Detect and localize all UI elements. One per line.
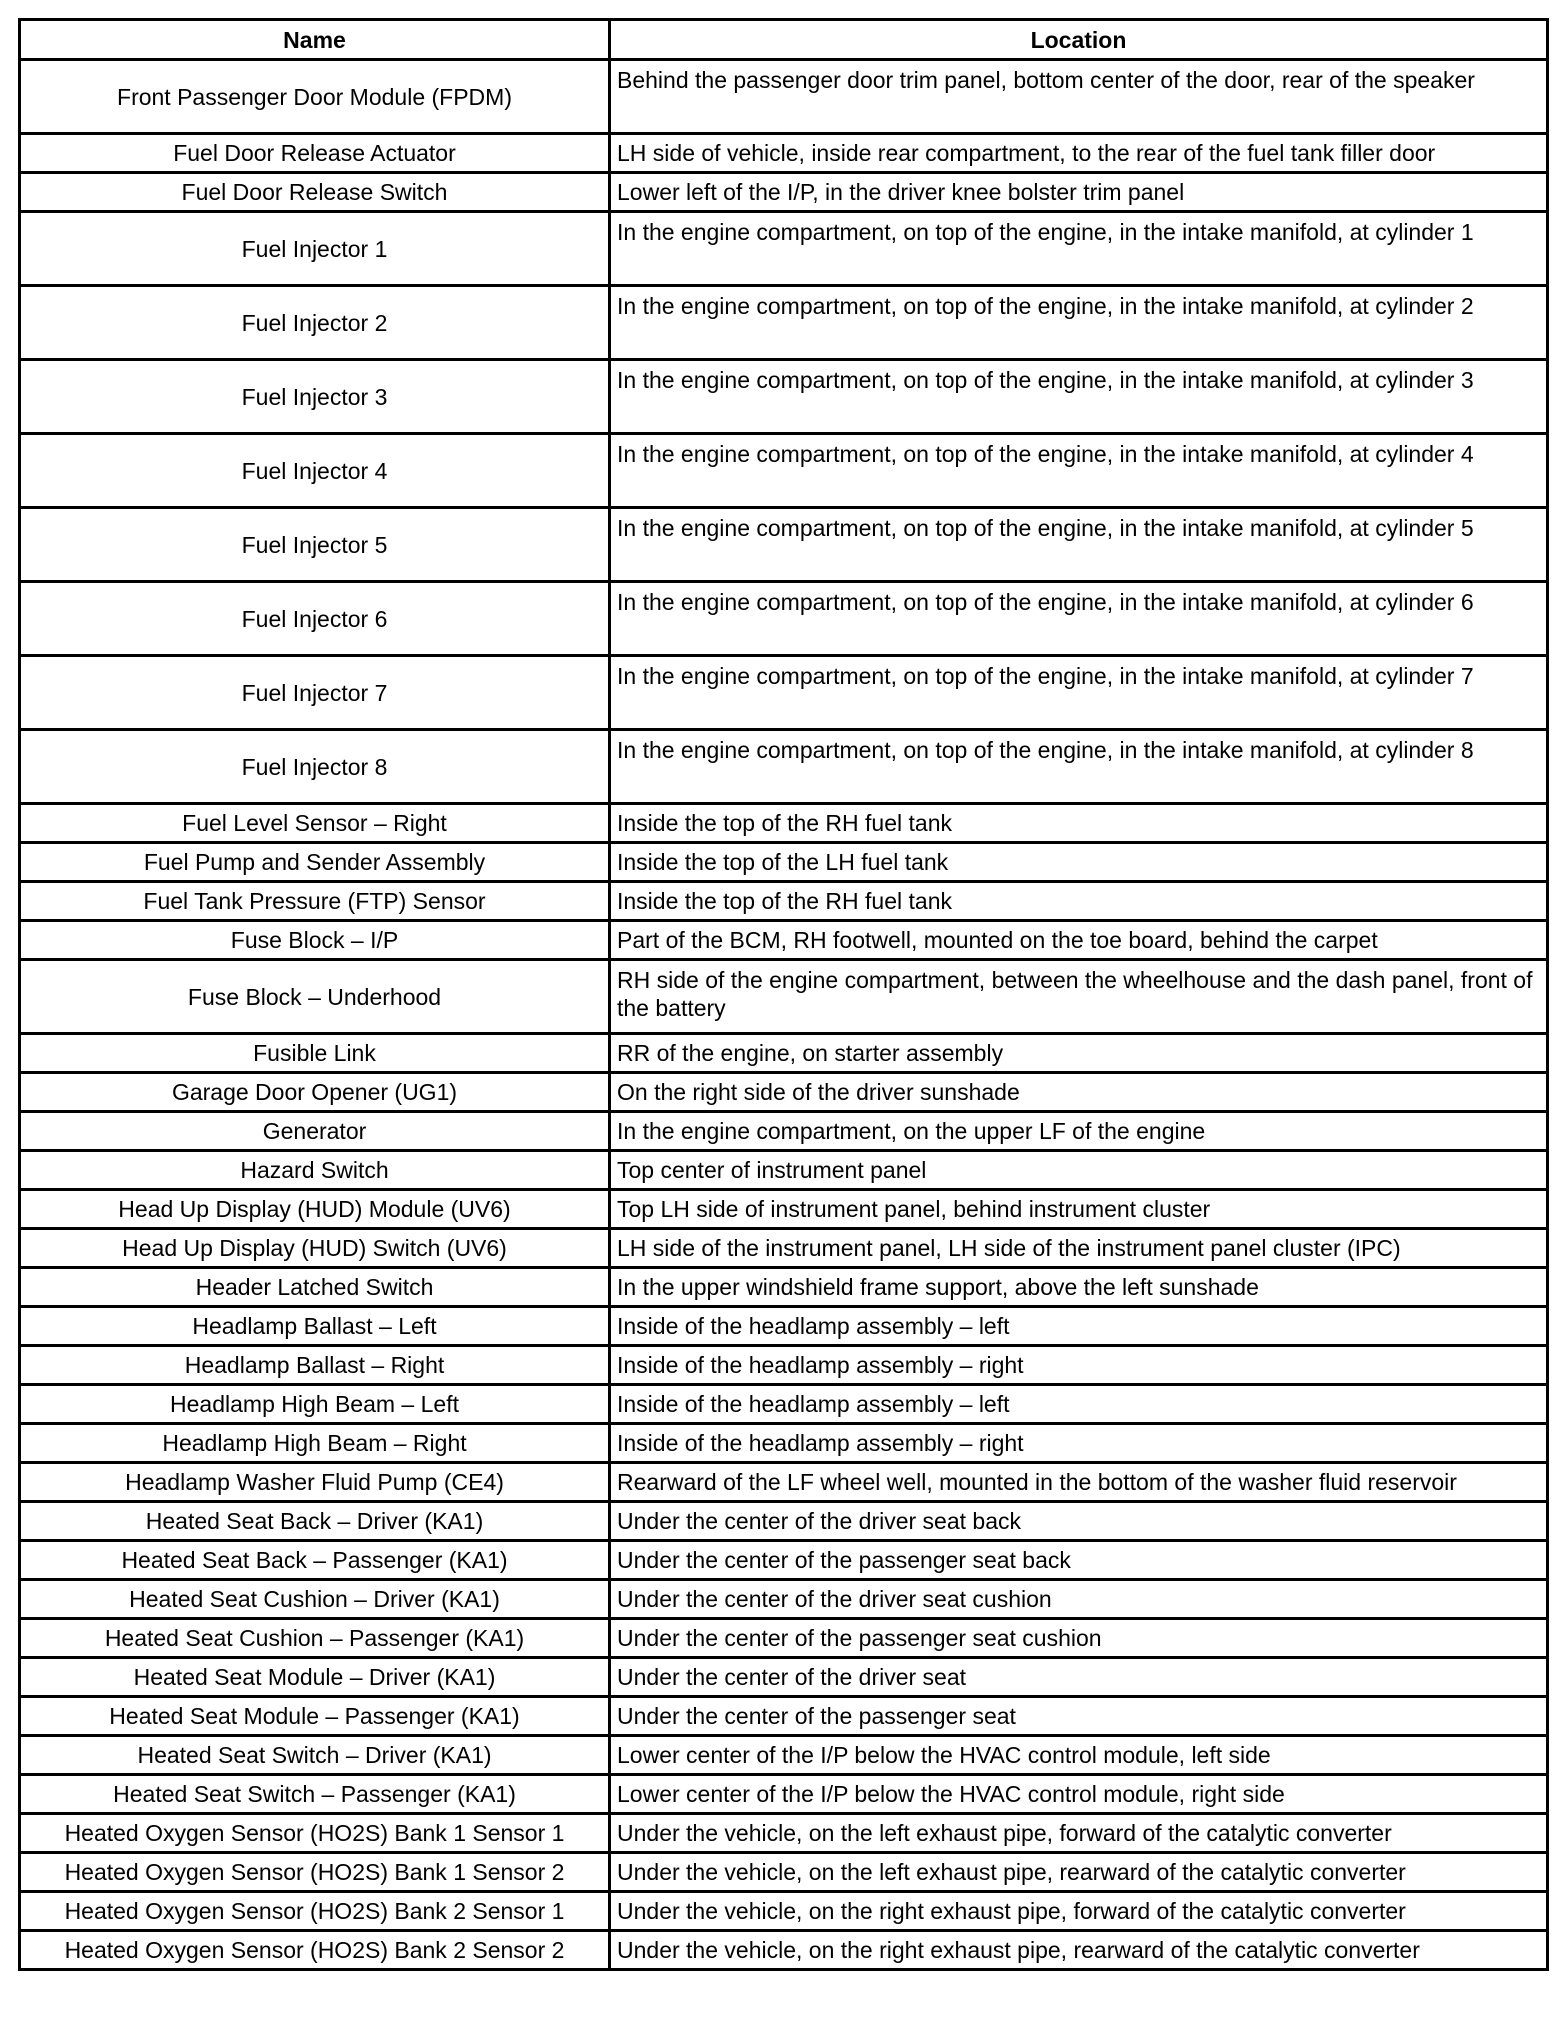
- table-row: [20, 1892, 1548, 1931]
- component-location-cell: In the engine compartment, on top of the engine, in the intake manifold, at cylinder 4: [610, 434, 1548, 508]
- table-row: [20, 508, 1548, 582]
- table-row: [20, 1073, 1548, 1112]
- location-column-header: Location: [610, 20, 1548, 60]
- component-location-cell: Inside of the headlamp assembly – left: [610, 1385, 1548, 1424]
- table-row: [20, 212, 1548, 286]
- table-row: [20, 1697, 1548, 1736]
- component-location-cell: Under the center of the driver seat: [610, 1658, 1548, 1697]
- component-name-cell: Heated Seat Cushion – Driver (KA1): [20, 1580, 610, 1619]
- table-row: [20, 360, 1548, 434]
- table-row: [20, 960, 1548, 1034]
- component-name-cell: Fuel Pump and Sender Assembly: [20, 843, 610, 882]
- component-name-cell: Hazard Switch: [20, 1151, 610, 1190]
- component-location-cell: Inside of the headlamp assembly – right: [610, 1346, 1548, 1385]
- component-location-cell: Under the center of the passenger seat cushion: [610, 1619, 1548, 1658]
- component-name-cell: Fuse Block – Underhood: [20, 960, 610, 1034]
- table-row: [20, 1541, 1548, 1580]
- component-location-cell: In the engine compartment, on top of the engine, in the intake manifold, at cylinder 8: [610, 730, 1548, 804]
- component-name-cell: Heated Seat Module – Passenger (KA1): [20, 1697, 610, 1736]
- component-location-cell: Under the center of the driver seat cushion: [610, 1580, 1548, 1619]
- component-name-cell: Fuel Injector 5: [20, 508, 610, 582]
- table-row: [20, 1502, 1548, 1541]
- component-location-cell: In the engine compartment, on the upper LF of the engine: [610, 1112, 1548, 1151]
- table-header-row: [20, 20, 1548, 60]
- table-row: [20, 434, 1548, 508]
- component-location-cell: Under the center of the passenger seat back: [610, 1541, 1548, 1580]
- component-name-cell: Heated Seat Back – Driver (KA1): [20, 1502, 610, 1541]
- component-location-cell: Top LH side of instrument panel, behind instrument cluster: [610, 1190, 1548, 1229]
- component-location-cell: Under the vehicle, on the right exhaust pipe, rearward of the catalytic converter: [610, 1931, 1548, 1970]
- table-row: [20, 1658, 1548, 1697]
- component-name-cell: Heated Oxygen Sensor (HO2S) Bank 1 Sensor 2: [20, 1853, 610, 1892]
- component-location-cell: Lower center of the I/P below the HVAC control module, right side: [610, 1775, 1548, 1814]
- table-row: [20, 1151, 1548, 1190]
- table-row: [20, 730, 1548, 804]
- table-row: [20, 843, 1548, 882]
- component-location-cell: Top center of instrument panel: [610, 1151, 1548, 1190]
- component-name-cell: Fuel Door Release Switch: [20, 173, 610, 212]
- component-location-cell: LH side of vehicle, inside rear compartment, to the rear of the fuel tank filler door: [610, 134, 1548, 173]
- table-row: [20, 582, 1548, 656]
- component-location-cell: Under the vehicle, on the left exhaust pipe, forward of the catalytic converter: [610, 1814, 1548, 1853]
- component-name-cell: Headlamp Washer Fluid Pump (CE4): [20, 1463, 610, 1502]
- table-row: [20, 656, 1548, 730]
- table-row: [20, 1229, 1548, 1268]
- component-name-cell: Fuel Injector 1: [20, 212, 610, 286]
- table-row: [20, 1385, 1548, 1424]
- component-location-cell: In the engine compartment, on top of the engine, in the intake manifold, at cylinder 3: [610, 360, 1548, 434]
- component-name-cell: Header Latched Switch: [20, 1268, 610, 1307]
- component-name-cell: Fuel Injector 6: [20, 582, 610, 656]
- component-name-cell: Fuel Injector 4: [20, 434, 610, 508]
- table-row: [20, 1853, 1548, 1892]
- component-location-cell: In the engine compartment, on top of the engine, in the intake manifold, at cylinder 5: [610, 508, 1548, 582]
- component-location-cell: In the upper windshield frame support, above the left sunshade: [610, 1268, 1548, 1307]
- component-location-cell: Under the center of the passenger seat: [610, 1697, 1548, 1736]
- table-row: [20, 1580, 1548, 1619]
- component-name-cell: Heated Oxygen Sensor (HO2S) Bank 1 Sensor 1: [20, 1814, 610, 1853]
- table-row: [20, 286, 1548, 360]
- table-row: [20, 1424, 1548, 1463]
- component-location-cell: In the engine compartment, on top of the engine, in the intake manifold, at cylinder 2: [610, 286, 1548, 360]
- component-location-cell: Inside the top of the RH fuel tank: [610, 882, 1548, 921]
- component-location-cell: Lower center of the I/P below the HVAC control module, left side: [610, 1736, 1548, 1775]
- table-row: [20, 1346, 1548, 1385]
- component-name-cell: Heated Seat Switch – Passenger (KA1): [20, 1775, 610, 1814]
- component-name-cell: Fuel Injector 7: [20, 656, 610, 730]
- table-row: [20, 1112, 1548, 1151]
- table-row: [20, 1307, 1548, 1346]
- name-column-header: Name: [20, 20, 610, 60]
- component-name-cell: Fuel Injector 3: [20, 360, 610, 434]
- table-row: [20, 1814, 1548, 1853]
- component-location-cell: Under the vehicle, on the left exhaust pipe, rearward of the catalytic converter: [610, 1853, 1548, 1892]
- component-location-cell: On the right side of the driver sunshade: [610, 1073, 1548, 1112]
- table-row: [20, 804, 1548, 843]
- component-name-cell: Headlamp Ballast – Left: [20, 1307, 610, 1346]
- table-row: [20, 60, 1548, 134]
- component-name-cell: Fuel Level Sensor – Right: [20, 804, 610, 843]
- table-row: [20, 1736, 1548, 1775]
- table-row: [20, 1268, 1548, 1307]
- component-location-cell: Rearward of the LF wheel well, mounted in the bottom of the washer fluid reservoir: [610, 1463, 1548, 1502]
- component-location-cell: Inside of the headlamp assembly – right: [610, 1424, 1548, 1463]
- component-name-cell: Head Up Display (HUD) Module (UV6): [20, 1190, 610, 1229]
- component-name-cell: Fuel Tank Pressure (FTP) Sensor: [20, 882, 610, 921]
- component-location-cell: Under the vehicle, on the right exhaust pipe, forward of the catalytic converter: [610, 1892, 1548, 1931]
- component-name-cell: Fuse Block – I/P: [20, 921, 610, 960]
- table-row: [20, 1775, 1548, 1814]
- component-location-cell: In the engine compartment, on top of the engine, in the intake manifold, at cylinder 1: [610, 212, 1548, 286]
- component-name-cell: Garage Door Opener (UG1): [20, 1073, 610, 1112]
- component-name-cell: Heated Seat Module – Driver (KA1): [20, 1658, 610, 1697]
- table-body: [20, 60, 1548, 1970]
- component-location-cell: Lower left of the I/P, in the driver knee bolster trim panel: [610, 173, 1548, 212]
- component-location-cell: Behind the passenger door trim panel, bottom center of the door, rear of the speaker: [610, 60, 1548, 134]
- component-name-cell: Generator: [20, 1112, 610, 1151]
- component-location-cell: LH side of the instrument panel, LH side of the instrument panel cluster (IPC): [610, 1229, 1548, 1268]
- component-location-cell: In the engine compartment, on top of the engine, in the intake manifold, at cylinder 7: [610, 656, 1548, 730]
- table-row: [20, 1463, 1548, 1502]
- table-row: [20, 921, 1548, 960]
- table-row: [20, 882, 1548, 921]
- component-name-cell: Fuel Injector 2: [20, 286, 610, 360]
- component-name-cell: Fusible Link: [20, 1034, 610, 1073]
- table-row: [20, 1931, 1548, 1970]
- table-row: [20, 1619, 1548, 1658]
- component-name-cell: Headlamp High Beam – Right: [20, 1424, 610, 1463]
- component-name-cell: Heated Oxygen Sensor (HO2S) Bank 2 Sensor 1: [20, 1892, 610, 1931]
- table-row: [20, 1190, 1548, 1229]
- component-location-cell: RH side of the engine compartment, between the wheelhouse and the dash panel, front of the battery: [610, 960, 1548, 1034]
- component-name-cell: Headlamp High Beam – Left: [20, 1385, 610, 1424]
- component-name-cell: Front Passenger Door Module (FPDM): [20, 60, 610, 134]
- component-name-cell: Head Up Display (HUD) Switch (UV6): [20, 1229, 610, 1268]
- component-name-cell: Heated Seat Switch – Driver (KA1): [20, 1736, 610, 1775]
- component-name-cell: Fuel Door Release Actuator: [20, 134, 610, 173]
- table-row: [20, 134, 1548, 173]
- component-location-cell: Inside the top of the RH fuel tank: [610, 804, 1548, 843]
- table-row: [20, 1034, 1548, 1073]
- component-name-cell: Heated Seat Cushion – Passenger (KA1): [20, 1619, 610, 1658]
- component-location-cell: Under the center of the driver seat back: [610, 1502, 1548, 1541]
- table-row: [20, 173, 1548, 212]
- component-location-cell: RR of the engine, on starter assembly: [610, 1034, 1548, 1073]
- component-location-cell: In the engine compartment, on top of the engine, in the intake manifold, at cylinder 6: [610, 582, 1548, 656]
- component-location-cell: Part of the BCM, RH footwell, mounted on the toe board, behind the carpet: [610, 921, 1548, 960]
- component-name-cell: Heated Oxygen Sensor (HO2S) Bank 2 Sensor 2: [20, 1931, 610, 1970]
- component-name-cell: Heated Seat Back – Passenger (KA1): [20, 1541, 610, 1580]
- component-location-cell: Inside the top of the LH fuel tank: [610, 843, 1548, 882]
- component-location-cell: Inside of the headlamp assembly – left: [610, 1307, 1548, 1346]
- component-name-cell: Headlamp Ballast – Right: [20, 1346, 610, 1385]
- component-location-document: [18, 18, 1546, 1971]
- component-location-table: [18, 18, 1549, 1971]
- component-name-cell: Fuel Injector 8: [20, 730, 610, 804]
